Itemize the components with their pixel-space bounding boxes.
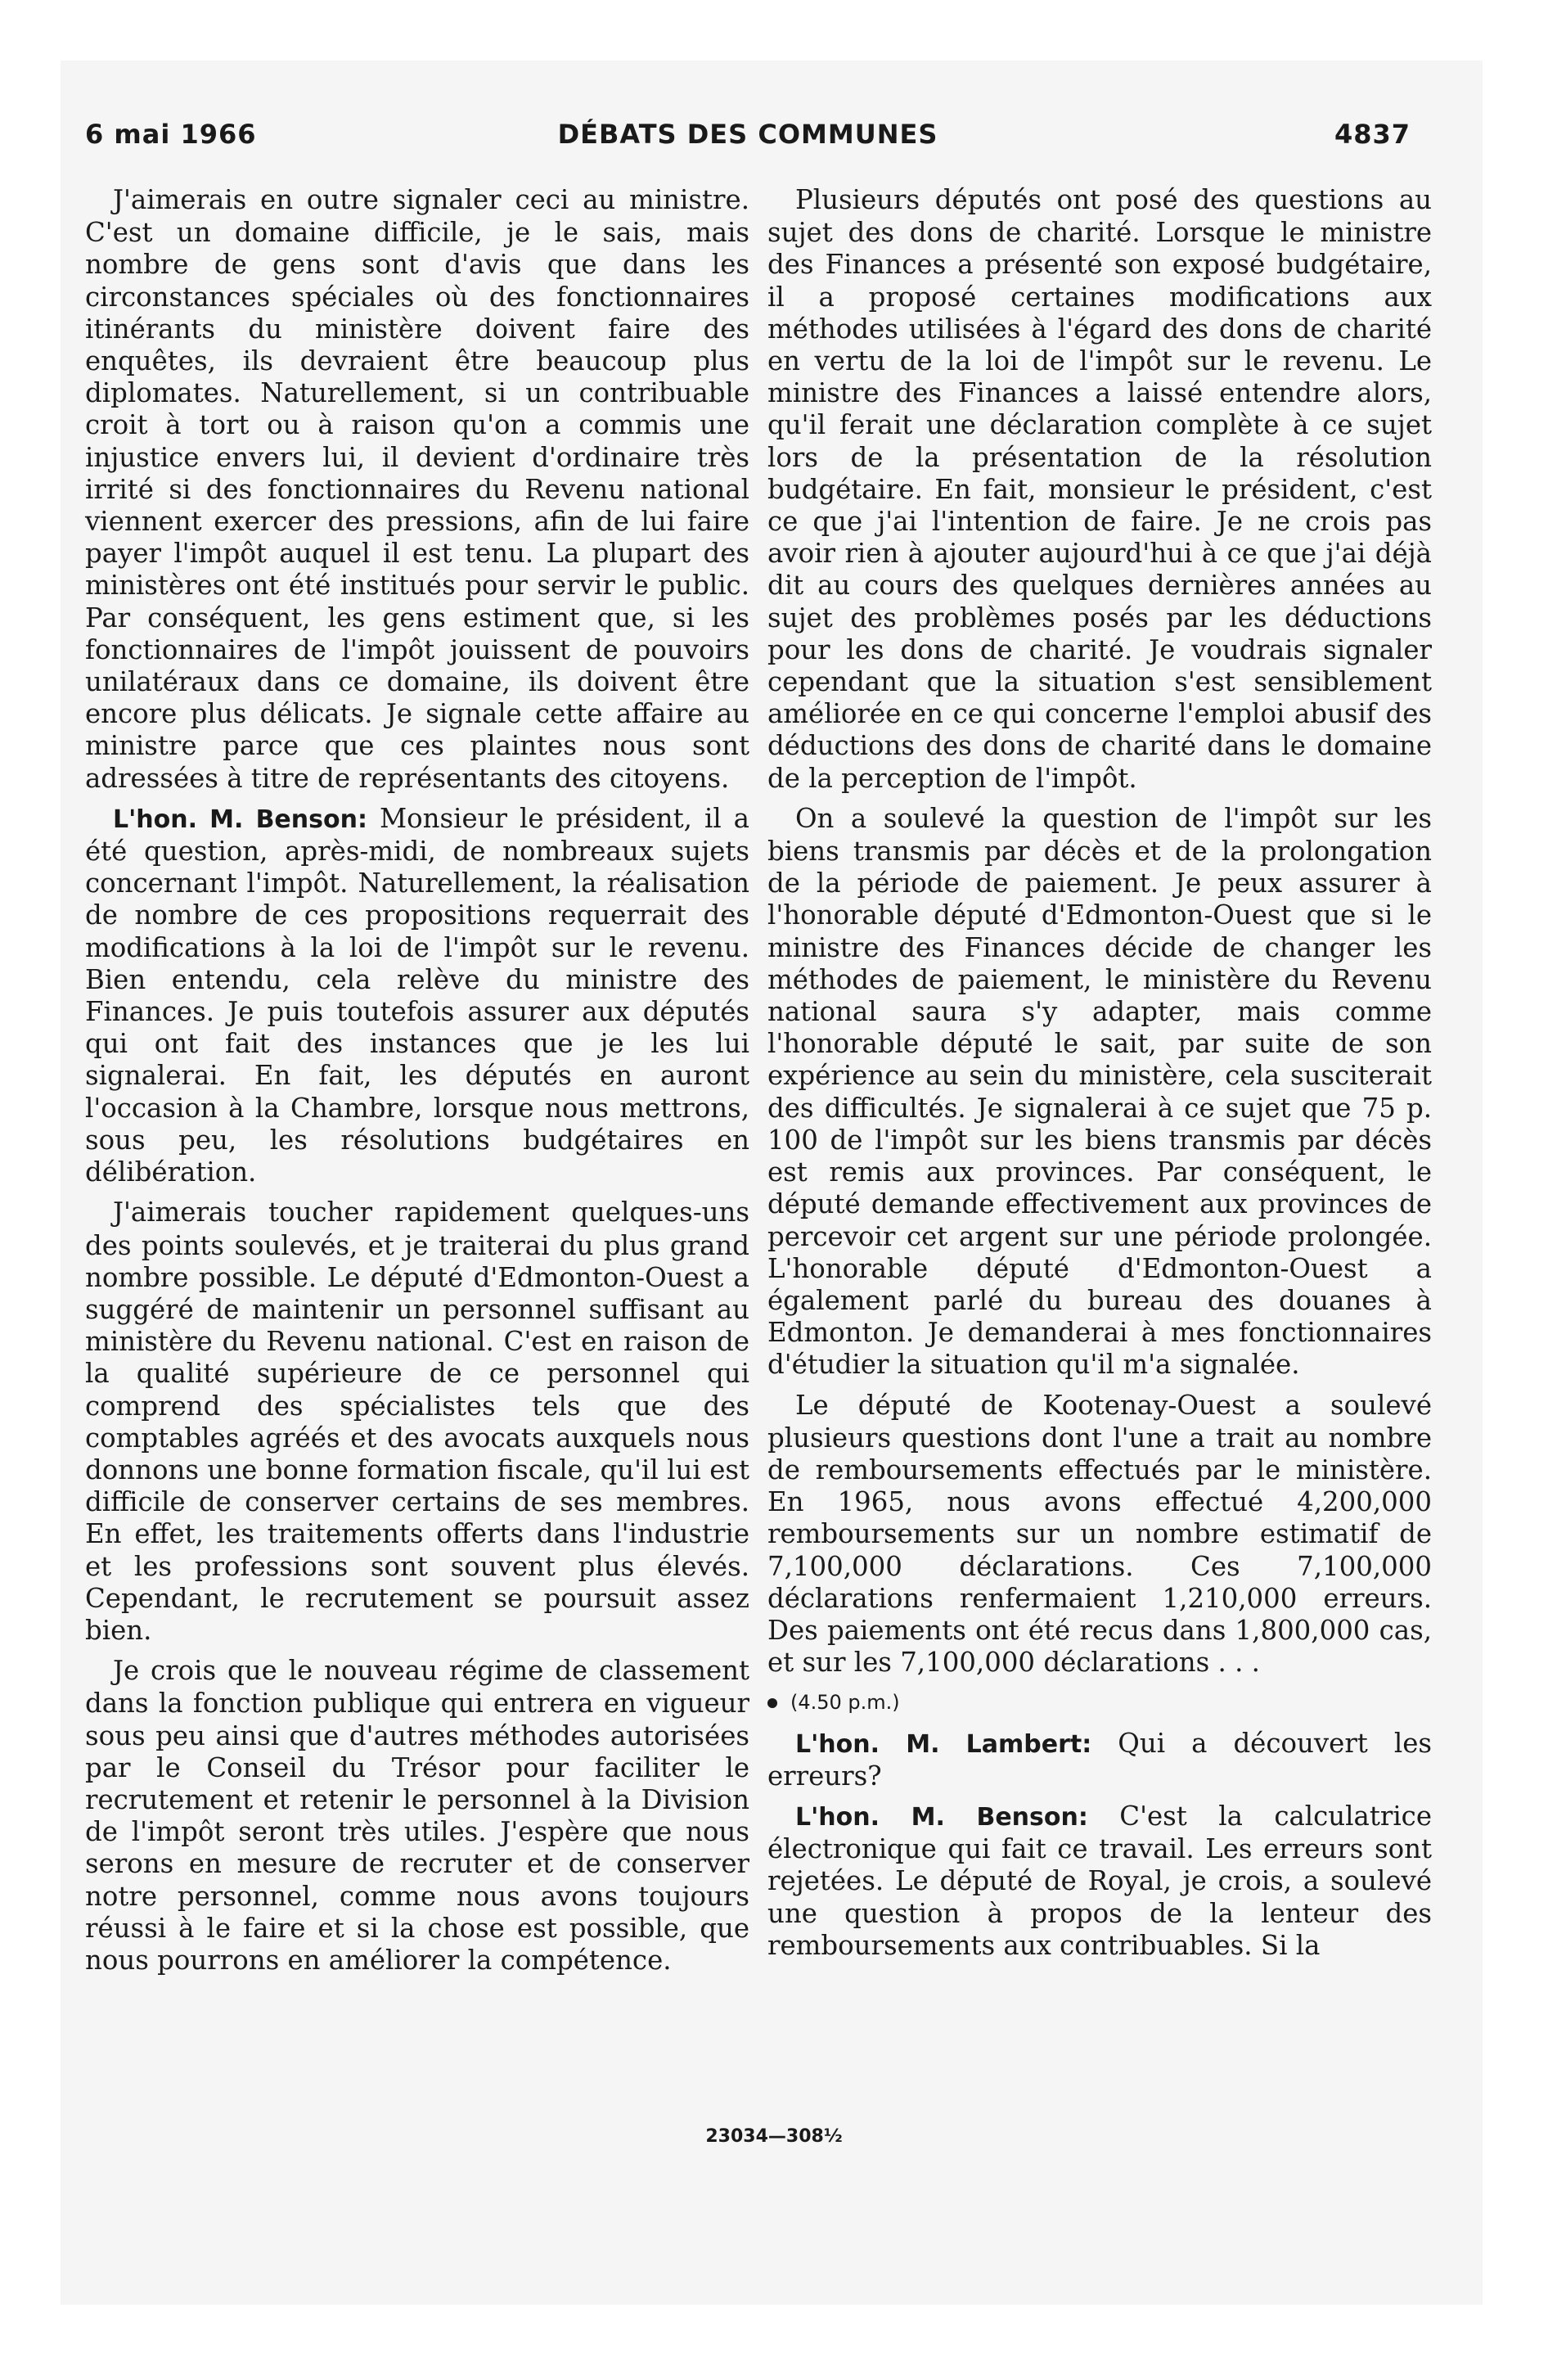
header-date: 6 mai 1966 [85,119,257,150]
speaker-name: L'hon. M. Lambert: [795,1729,1092,1759]
paragraph-text: Plusieurs députés ont posé des questions au sujet des dons de charité. Lorsque le ministre des Finances a présenté son exposé budgétaire, il a proposé certaines modifications aux méthodes utilisées à l'égard des dons de charité en vertu de la loi de l'impôt sur le revenu. Le ministre des Finances a laissé entendre alors, qu'il ferait une déclaration complète à ce sujet lors de la présentation de la résolution budgétaire. En fait, monsieur le président, c'est ce que j'ai l'intention de faire. Je ne crois pas avoir rien à ajouter aujourd'hui à ce que j'ai déjà dit au cours des quelques dernières années au sujet des problèmes posés par les déductions pour les dons de charité. Je voudrais signaler cependant que la situation s'est sensiblement améliorée en ce qui concerne l'emploi abusif des déductions des dons de charité dans le domaine de la perception de l'impôt. [767,184,1432,794]
paragraph-text: C'est la calculatrice électronique qui fait ce travail. Les erreurs sont rejetées. Le député de Royal, je crois, a soulevé une question à propos de la lenteur des remboursements aux contribuables. Si la [767,1800,1432,1961]
paragraph-text: On a soulevé la question de l'impôt sur les biens transmis par décès et de la prolongation de la période de paiement. Je peux assurer à l'honorable député d'Edmonton-Ouest que si le ministre des Finances décide de changer les méthodes de paiement, le ministère du Revenu national saura s'y adapter, mais comme l'honorable député le sait, par suite de son expérience au sein du ministère, cela susciterait des difficultés. Je signalerai à ce sujet que 75 p. 100 de l'impôt sur les biens transmis par décès est remis aux provinces. Par conséquent, le député demande effectivement aux provinces de percevoir cet argent sur une période prolongée. L'honorable député d'Edmonton-Ouest a également parlé du bureau des douanes à Edmonton. Je demanderai à mes fonctionnaires d'étudier la situation qu'il m'a signalée. [767,802,1432,1381]
paragraph [85,1197,749,1647]
page-footer-code: 23034—308½ [705,2126,843,2147]
paragraph [767,803,1432,1382]
paragraph [767,1390,1432,1679]
paragraph-text: Monsieur le président, il a été question, après-midi, de nombreaux sujets concernant l'impôt. Naturellement, la réalisation de nombre de ces propositions requerrait des modifications à la loi de l'impôt sur le revenu. Bien entendu, cela relève du ministre des Finances. Je puis toutefois assurer aux députés qui ont fait des instances que je les lui signalerai. En fait, les députés en auront l'occasion à la Chambre, lorsque nous mettrons, sous peu, les résolutions budgétaires en délibération. [85,802,749,1188]
paragraph-text: Qui a découvert les erreurs? [767,1727,1433,1792]
time-marker [767,1687,1432,1719]
paragraph-text: Le député de Kootenay-Ouest a soulevé plusieurs questions dont l'une a trait au nombre de remboursements effectués par le ministère. En 1965, nous avons effectué 4,200,000 remboursements sur un nombre estimatif de 7,100,000 déclarations. Ces 7,100,000 déclarations renfermaient 1,210,000 erreurs. Des paiements ont été recus dans 1,800,000 cas, et sur les 7,100,000 déclarations . . . [767,1389,1432,1679]
paragraph [85,1655,749,1977]
paragraph [85,803,749,1188]
paragraph [85,184,749,795]
paragraph [767,1801,1432,1962]
paragraph [767,1728,1432,1792]
paragraph-text: J'aimerais toucher rapidement quelques-uns des points soulevés, et je traiterai du plus grand nombre possible. Le député d'Edmonton-Ouest a suggéré de maintenir un personnel suffisant au ministère du Revenu national. C'est en raison de la qualité supérieure de ce personnel qui comprend des spécialistes tels que des comptables agréés et des avocats auxquels nous donnons une bonne formation fiscale, qu'il lui est difficile de conserver certains de ses membres. En effet, les traitements offerts dans l'industrie et les professions sont souvent plus élevés. Cependant, le recrutement se poursuit assez bien. [85,1197,749,1646]
left-column [85,184,749,1985]
header-page-number: 4837 [1334,119,1411,150]
right-column [767,184,1432,1970]
page-header [85,119,1411,168]
header-title: DÉBATS DES COMMUNES [557,119,938,150]
paragraph-text: Je crois que le nouveau régime de classement dans la fonction publique qui entrera en vigueur sous peu ainsi que d'autres méthodes autorisées par le Conseil du Trésor pour faciliter le recrutement et retenir le personnel à la Division de l'impôt seront très utiles. J'espère que nous serons en mesure de recruter et de conserver notre personnel, comme nous avons toujours réussi à le faire et si la chose est possible, que nous pourrons en améliorer la compétence. [85,1655,749,1976]
paragraph-text: J'aimerais en outre signaler ceci au ministre. C'est un domaine difficile, je le sais, mais nombre de gens sont d'avis que dans les circonstances spéciales où des fonctionnaires itinérants du ministère doivent faire des enquêtes, ils devraient être beaucoup plus diplomates. Naturellement, si un contribuable croit à tort ou à raison qu'on a commis une injustice envers lui, il devient d'ordinaire très irrité si des fonctionnaires du Revenu national viennent exercer des pressions, afin de lui faire payer l'impôt auquel il est tenu. La plupart des ministères ont été institués pour servir le public. Par conséquent, les gens estiment que, si les fonctionnaires de l'impôt jouissent de pouvoirs unilatéraux dans ce domaine, ils doivent être encore plus délicats. Je signale cette affaire au ministre parce que ces plaintes nous sont adressées à titre de représentants des citoyens. [85,184,749,794]
bullet-icon [767,1698,777,1708]
paragraph [767,184,1432,795]
speaker-name: L'hon. M. Benson: [795,1802,1088,1832]
speaker-name: L'hon. M. Benson: [113,805,367,834]
time-marker-text: (4.50 p.m.) [790,1691,900,1715]
